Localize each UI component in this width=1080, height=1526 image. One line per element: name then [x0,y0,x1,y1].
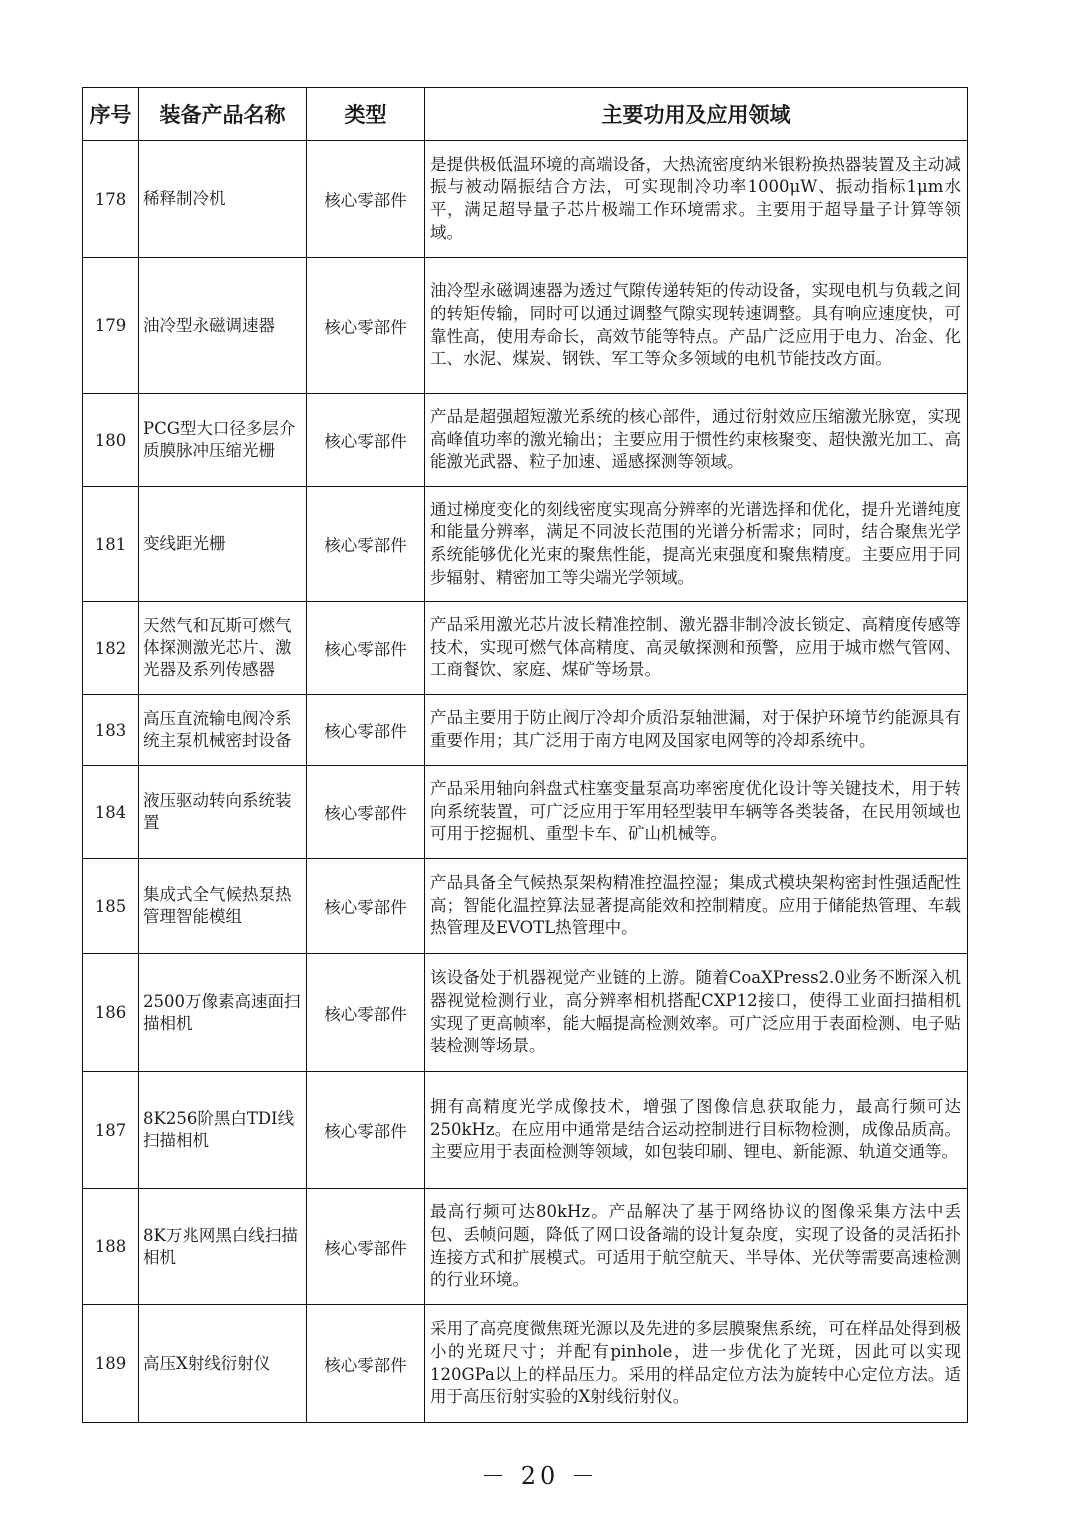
table-row [83,1072,968,1189]
product-name: 高压X射线衍射仪 [139,1305,307,1423]
product-type: 核心零部件 [307,487,425,602]
product-description: 油冷型永磁调速器为透过气隙传递转矩的传动设备，实现电机与负载之间的转矩传输，同时可以通过调整气隙实现转速调整。具有响应速度快，可靠性高，使用寿命长，高效节能等特点。产品广泛应用于电力、冶金、化工、水泥、煤炭、钢铁、军工等众多领域的电机节能技改方面。 [425,258,968,394]
row-number: 185 [83,859,139,954]
product-description: 采用了高亮度微焦斑光源以及先进的多层膜聚焦系统，可在样品处得到极小的光斑尺寸；并配有pinhole，进一步优化了光斑，因此可以实现120GPa以上的样品压力。采用的样品定位方法为旋转中心定位方法。适用于高压衍射实验的X射线衍射仪。 [425,1305,968,1423]
product-type: 核心零部件 [307,1189,425,1305]
row-number: 184 [83,766,139,859]
table-row [83,954,968,1072]
product-type: 核心零部件 [307,258,425,394]
product-name: 8K万兆网黑白线扫描相机 [139,1189,307,1305]
row-number: 187 [83,1072,139,1189]
table-row [83,766,968,859]
product-type: 核心零部件 [307,602,425,695]
product-name: 天然气和瓦斯可燃气体探测激光芯片、激光器及系列传感器 [139,602,307,695]
table-row [83,859,968,954]
product-type: 核心零部件 [307,766,425,859]
row-number: 181 [83,487,139,602]
row-number: 189 [83,1305,139,1423]
product-type: 核心零部件 [307,695,425,766]
row-number: 179 [83,258,139,394]
header-name: 装备产品名称 [139,88,307,141]
table-row [83,258,968,394]
product-type: 核心零部件 [307,1072,425,1189]
product-type: 核心零部件 [307,141,425,258]
product-description: 最高行频可达80kHz。产品解决了基于网络协议的图像采集方法中丢包、丢帧问题，降低了网口设备端的设计复杂度，实现了设备的灵活拓扑连接方式和扩展模式。可适用于航空航天、半导体、光伏等需要高速检测的行业环境。 [425,1189,968,1305]
product-name: 集成式全气候热泵热管理智能模组 [139,859,307,954]
product-name: 8K256阶黑白TDI线扫描相机 [139,1072,307,1189]
table-row [83,394,968,487]
row-number: 183 [83,695,139,766]
product-type: 核心零部件 [307,1305,425,1423]
row-number: 186 [83,954,139,1072]
product-description: 是提供极低温环境的高端设备，大热流密度纳米银粉换热器装置及主动减振与被动隔振结合方法，可实现制冷功率1000μW、振动指标1μm水平，满足超导量子芯片极端工作环境需求。主要用于超导量子计算等领域。 [425,141,968,258]
table-row [83,695,968,766]
row-number: 188 [83,1189,139,1305]
product-name: 液压驱动转向系统装置 [139,766,307,859]
product-name: 变线距光栅 [139,487,307,602]
row-number: 178 [83,141,139,258]
product-description: 产品采用激光芯片波长精准控制、激光器非制冷波长锁定、高精度传感等技术，实现可燃气体高精度、高灵敏探测和预警，应用于城市燃气管网、工商餐饮、家庭、煤矿等场景。 [425,602,968,695]
product-description: 拥有高精度光学成像技术，增强了图像信息获取能力，最高行频可达250kHz。在应用中通常是结合运动控制进行目标物检测，成像品质高。主要应用于表面检测等领域，如包装印刷、锂电、新能源、轨道交通等。 [425,1072,968,1189]
table-row [83,1305,968,1423]
header-type: 类型 [307,88,425,141]
row-number: 182 [83,602,139,695]
header-desc: 主要功用及应用领域 [425,88,968,141]
product-description: 该设备处于机器视觉产业链的上游。随着CoaXPress2.0业务不断深入机器视觉检测行业，高分辨率相机搭配CXP12接口，使得工业面扫描相机实现了更高帧率，能大幅提高检测效率。可广泛应用于表面检测、电子贴装检测等场景。 [425,954,968,1072]
table-row [83,141,968,258]
product-name: PCG型大口径多层介质膜脉冲压缩光栅 [139,394,307,487]
product-description: 产品是超强超短激光系统的核心部件，通过衍射效应压缩激光脉宽，实现高峰值功率的激光输出；主要应用于惯性约束核聚变、超快激光加工、高能激光武器、粒子加速、遥感探测等领域。 [425,394,968,487]
table-header-row [83,88,968,141]
page-number: － 20 － [481,1462,599,1490]
product-description: 产品采用轴向斜盘式柱塞变量泵高功率密度优化设计等关键技术，用于转向系统装置，可广泛应用于军用轻型装甲车辆等各类装备，在民用领域也可用于挖掘机、重型卡车、矿山机械等。 [425,766,968,859]
equipment-table [82,87,968,1423]
product-type: 核心零部件 [307,394,425,487]
table-row [83,487,968,602]
product-description: 产品主要用于防止阀厅冷却介质沿泵轴泄漏，对于保护环境节约能源具有重要作用；其广泛用于南方电网及国家电网等的冷却系统中。 [425,695,968,766]
product-name: 高压直流输电阀冷系统主泵机械密封设备 [139,695,307,766]
product-description: 通过梯度变化的刻线密度实现高分辨率的光谱选择和优化，提升光谱纯度和能量分辨率，满足不同波长范围的光谱分析需求；同时，结合聚焦光学系统能够优化光束的聚焦性能，提高光束强度和聚焦精度。主要应用于同步辐射、精密加工等尖端光学领域。 [425,487,968,602]
product-type: 核心零部件 [307,859,425,954]
product-name: 油冷型永磁调速器 [139,258,307,394]
table-row [83,602,968,695]
product-description: 产品具备全气候热泵架构精准控温控湿；集成式模块架构密封性强适配性高；智能化温控算法显著提高能效和控制精度。应用于储能热管理、车载热管理及EVOTL热管理中。 [425,859,968,954]
product-name: 2500万像素高速面扫描相机 [139,954,307,1072]
table-row [83,1189,968,1305]
product-name: 稀释制冷机 [139,141,307,258]
row-number: 180 [83,394,139,487]
product-type: 核心零部件 [307,954,425,1072]
header-num: 序号 [83,88,139,141]
